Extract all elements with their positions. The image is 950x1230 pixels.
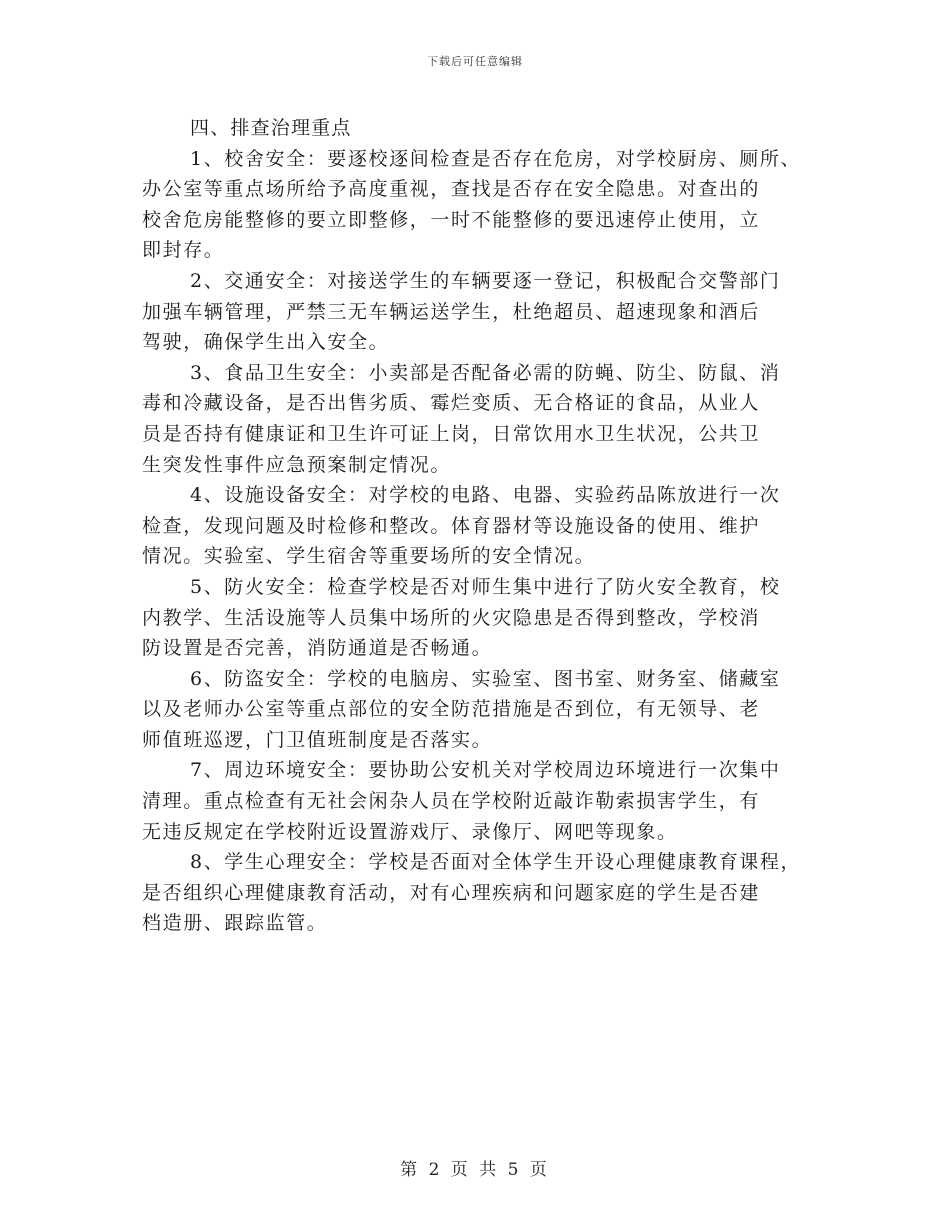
document-body — [142, 113, 817, 939]
paragraph-line: 生突发性事件应急预案制定情况。 — [142, 453, 452, 476]
paragraph-line: 驾驶，确保学生出入安全。 — [142, 331, 390, 354]
paragraph-school-buildings — [142, 144, 817, 266]
paragraph-line: 4、设施设备安全：对学校的电路、电器、实验药品陈放进行一次 — [190, 484, 781, 507]
paragraph-line: 员是否持有健康证和卫生许可证上岗，日常饮用水卫生状况，公共卫 — [142, 422, 761, 445]
paragraph-line: 办公室等重点场所给予高度重视，查找是否存在安全隐患。对查出的 — [142, 178, 761, 201]
paragraph-line: 检查，发现问题及时检修和整改。体育器材等设施设备的使用、维护 — [142, 514, 761, 537]
paragraph-line: 加强车辆管理，严禁三无车辆运送学生，杜绝超员、超速现象和酒后 — [142, 300, 761, 323]
paragraph-line: 师值班巡逻，门卫值班制度是否落实。 — [142, 728, 493, 751]
paragraph-line: 是否组织心理健康教育活动，对有心理疾病和问题家庭的学生是否建 — [142, 881, 761, 904]
download-edit-note: 下载后可任意编辑 — [427, 55, 523, 68]
paragraph-traffic — [142, 266, 817, 358]
paragraph-psychological — [142, 847, 817, 939]
paragraph-line: 即封存。 — [142, 239, 225, 262]
paragraph-line: 无违反规定在学校附近设置游戏厅、录像厅、网吧等现象。 — [142, 820, 678, 843]
paragraph-fire-safety — [142, 572, 817, 664]
paragraph-line: 6、防盗安全：学校的电脑房、实验室、图书室、财务室、储藏室 — [190, 667, 781, 690]
paragraph-line: 清理。重点检查有无社会闲杂人员在学校附近敲诈勒索损害学生，有 — [142, 790, 761, 813]
paragraph-line: 内教学、生活设施等人员集中场所的火灾隐患是否得到整改，学校消 — [142, 606, 761, 629]
paragraph-line: 以及老师办公室等重点部位的安全防范措施是否到位，有无领导、老 — [142, 698, 761, 721]
paragraph-line: 情况。实验室、学生宿舍等重要场所的安全情况。 — [142, 545, 596, 568]
paragraph-food-hygiene — [142, 358, 817, 480]
paragraph-line: 档造册、跟踪监管。 — [142, 912, 328, 935]
section-title: 四、排查治理重点 — [190, 117, 352, 139]
paragraph-line: 3、食品卫生安全：小卖部是否配备必需的防蝇、防尘、防鼠、消 — [190, 361, 781, 384]
paragraph-theft-prevention — [142, 664, 817, 756]
paragraph-line: 7、周边环境安全：要协助公安机关对学校周边环境进行一次集中 — [190, 759, 781, 782]
paragraph-line: 1、校舍安全：要逐校逐间检查是否存在危房，对学校厨房、厕所、 — [190, 147, 802, 170]
paragraph-line: 5、防火安全：检查学校是否对师生集中进行了防火安全教育，校 — [190, 575, 781, 598]
paragraph-line: 毒和冷藏设备，是否出售劣质、霉烂变质、无合格证的食品，从业人 — [142, 392, 761, 415]
paragraph-line: 8、学生心理安全：学校是否面对全体学生开设心理健康教育课程， — [190, 851, 802, 874]
paragraph-line: 校舍危房能整修的要立即整修，一时不能整修的要迅速停止使用，立 — [142, 208, 761, 231]
paragraph-surroundings — [142, 755, 817, 847]
page-number-footer: 第 2 页 共 5 页 — [400, 1160, 550, 1180]
paragraph-line: 2、交通安全：对接送学生的车辆要逐一登记，积极配合交警部门 — [190, 269, 781, 292]
paragraph-facilities — [142, 480, 817, 572]
paragraph-line: 防设置是否完善，消防通道是否畅通。 — [142, 637, 493, 660]
